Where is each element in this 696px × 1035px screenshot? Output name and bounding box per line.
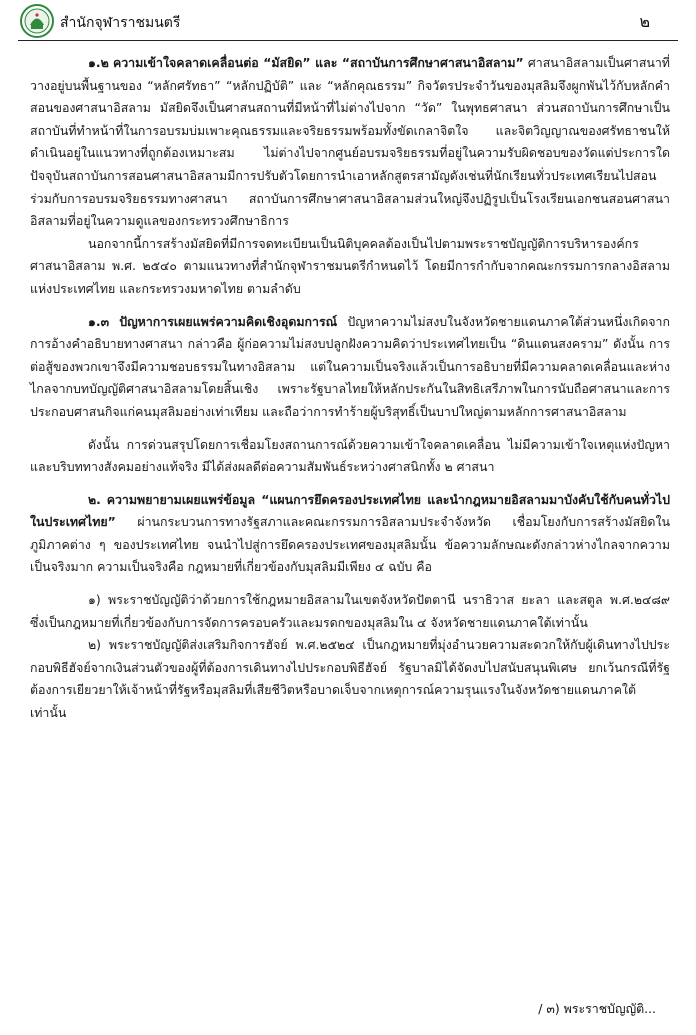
continuation-note: / ๓) พระราชบัญญัติ...: [538, 1001, 656, 1016]
section-1-2-number: ๑.๒: [88, 55, 109, 70]
section-2-number: ๒.: [88, 491, 101, 507]
section-2-body: ผ่านกระบวนการทางรัฐสภาและคณะกรรมการอิสลามประจำจังหวัด เชื่อมโยงกับการสร้างมัสยิดในภูมิภาคต่าง ๆ ของประเทศไทย จนนำไปสู่การยึดครองประเทศของมุสลิมนั้น ข้อความลักษณะดังกล่าวห่างไกลจากความเป็นจริงมาก ความเป็นจริงคือ กฎหมายที่เกี่ยวข้องกับมุสลิมมีเพียง ๔ ฉบับ คือ: [30, 514, 670, 575]
section-1-3-title: ปัญหาการเผยแพร่ความคิดเชิงอุดมการณ์: [119, 313, 338, 329]
section-1-2-paragraph-2: นอกจากนี้การสร้างมัสยิดที่มีการจดทะเบียนเป็นนิติบุคคลต้องเป็นไปตามพระราชบัญญัติการบริหารองค์กรศาสนาอิสลาม พ.ศ. ๒๕๔๐ ตามแนวทางที่สำนักจุฬาราชมนตรีกำหนดไว้ โดยมีการกำกับจากคณะกรรมการกลางอิสลามแห่งประเทศไทย และกระทรวงมหาดไทย ตามลำดับ: [30, 235, 670, 296]
agency-name: สำนักจุฬาราชมนตรี: [60, 15, 181, 31]
section-1-2-body: ศาสนาอิสลามเป็นศาสนาที่วางอยู่บนพื้นฐานของ “หลักศรัทธา” “หลักปฏิบัติ” และ “หลักคุณธรรม” กิจวัตรประจำวันของมุสลิมจึงผูกพันไว้กับหลักคำสอนของศาสนาอิสลาม มัสยิดจึงเป็นศาสนสถานที่มีหน้าที่ไม่ต่างไปจาก “วัด” ในพุทธศาสนา ส่วนสถาบันการศึกษาเป็นสถาบันที่ทำหน้าที่ในการอบรมบ่มเพาะคุณธรรมและจริยธรรมพร้อมทั้งขัดเกลาจิตใจ และจิตวิญญาณของศรัทธาชนให้ดำเนินอยู่ในแนวทางที่ถูกต้องเหมาะสม ไม่ต่างไปจากศูนย์อบรมจริยธรรมที่อยู่ในความรับผิดชอบของวัดแต่ประการใด ปัจจุบันสถาบันการสอนศาสนาอิสลามมีการปรับตัวโดยการนำเอาหลักสูตรสามัญดังเช่นที่นักเรียนทั่วประเทศเรียนไปสอนร่วมกับการอบรมจริยธรรมทางศาสนา สถาบันการศึกษาศาสนาอิสลามส่วนใหญ่จึงปฏิรูปเป็นโรงเรียนเอกชนสอนศาสนาอิสลามที่อยู่ในความดูแลของกระทรวงศึกษาธิการ: [30, 55, 670, 229]
page-header: [0, 0, 696, 46]
law-item-1: ๑) พระราชบัญญัติว่าด้วยการใช้กฎหมายอิสลามในเขตจังหวัดปัตตานี นราธิวาส ยะลา และสตูล พ.ศ.๒๔๘๙ ซึ่งเป็นกฎหมายที่เกี่ยวข้องกับการจัดการครอบครัวและมรดกของมุสลิมใน ๔ จังหวัดชายแดนภาคใต้เท่านั้น: [30, 592, 670, 630]
section-1-3-body: ปัญหาความไม่สงบในจังหวัดชายแดนภาคใต้ส่วนหนึ่งเกิดจากการอ้างคำอธิบายทางศาสนา กล่าวคือ ผู้ก่อความไม่สงบปลูกฝังความคิดว่าประเทศไทยเป็น “ดินแดนสงคราม” ดังนั้น การต่อสู้ของพวกเขาจึงมีความชอบธรรมในทางอิสลาม แต่ในความเป็นจริงแล้วเป็นการอธิบายที่มีความคลาดเคลื่อนและห่างไกลจากบทบัญญัติศาสนาอิสลามโดยสิ้นเชิง เพราะรัฐบาลไทยให้หลักประกันในสิทธิเสรีภาพในการนับถือศาสนาและการประกอบศาสนกิจแก่คนมุสลิมอย่างเท่าเทียม และถือว่าการทำร้ายผู้บริสุทธิ์เป็นบาปใหญ่ตามหลักการศาสนาอิสลาม: [30, 313, 670, 419]
document-body: [30, 52, 670, 725]
law-item-2: ๒) พระราชบัญญัติส่งเสริมกิจการฮัจย์ พ.ศ.๒๕๒๔ เป็นกฎหมายที่มุ่งอำนวยความสะดวกให้กับผู้เดินทางไปประกอบพิธีฮัจย์จากเงินส่วนตัวของผู้ที่ต้องการเดินทางไปประกอบพิธีฮัจย์ รัฐบาลมิได้จัดงบไปสนับสนุนพิเศษ ยกเว้นกรณีที่รัฐต้องการเยียวยาให้เจ้าหน้าที่รัฐหรือมุสลิมที่เสียชีวิตหรือบาดเจ็บจากเหตุการณ์ความรุนแรงในจังหวัดชายแดนภาคใต้เท่านั้น: [30, 637, 670, 721]
section-1-2-heading-paragraph: [30, 52, 670, 233]
page-number: ๒: [639, 12, 650, 31]
section-1-2-title: ความเข้าใจคลาดเคลื่อนต่อ “มัสยิด” และ “สถาบันการศึกษาศาสนาอิสลาม”: [112, 55, 524, 70]
section-2-title: ความพยายามเผยแพร่ข้อมูล “แผนการยึดครองประเทศไทย และนำกฎหมายอิสลามมาบังคับใช้กับคนทั่วไปในประเทศไทย”: [30, 491, 670, 530]
section-1-3-heading-paragraph: [30, 311, 670, 424]
office-seal-logo: [20, 4, 54, 38]
section-2-heading-paragraph: [30, 489, 670, 579]
section-1-3-number: ๑.๓: [88, 313, 110, 329]
section-1-3-paragraph-2: ดังนั้น การด่วนสรุปโดยการเชื่อมโยงสถานการณ์ด้วยความเข้าใจคลาดเคลื่อน ไม่มีความเข้าใจเหตุแห่งปัญหาและบริบททางสังคมอย่างแท้จริง มีได้ส่งผลดีต่อความสัมพันธ์ระหว่างศาสนิกทั้ง ๒ ศาสนา: [30, 436, 670, 475]
header-divider: [18, 40, 678, 41]
